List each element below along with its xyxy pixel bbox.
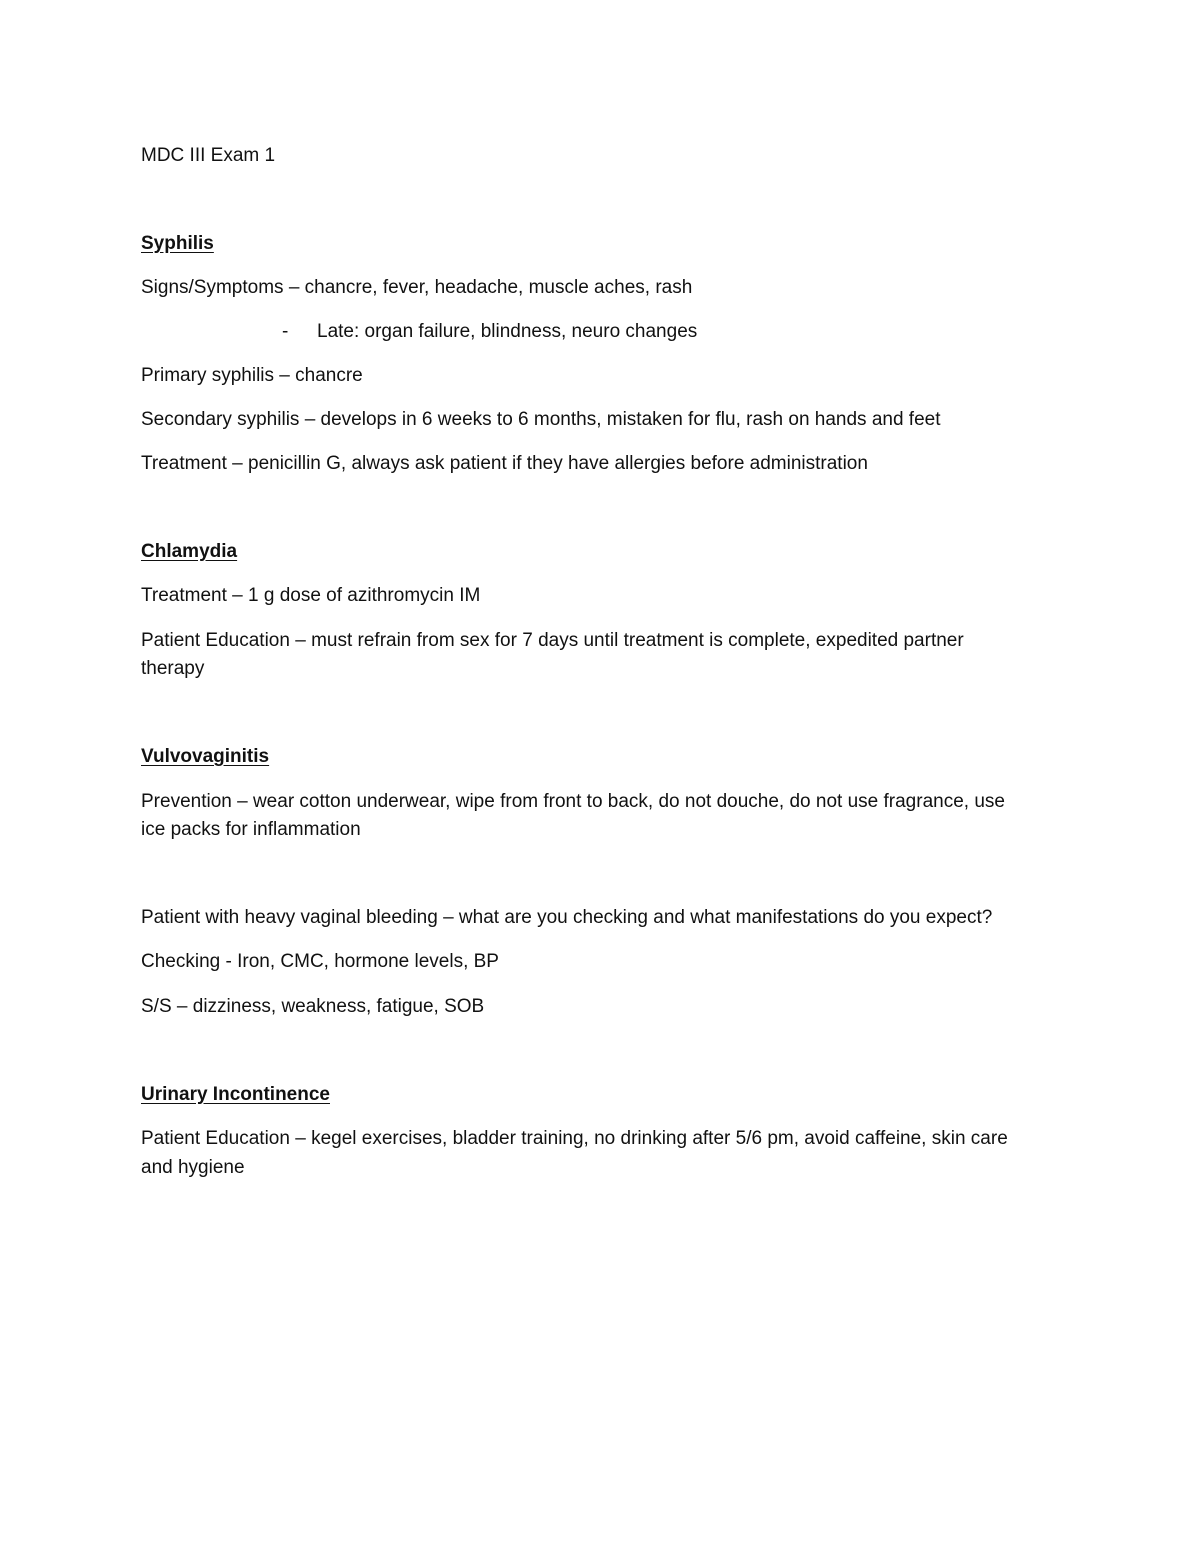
- incontinence-education-line1: Patient Education – kegel exercises, bladder training, no drinking after 5/6 pm, avoid caffeine, skin care: [141, 1128, 1008, 1149]
- bleeding-symptoms: S/S – dizziness, weakness, fatigue, SOB: [141, 996, 485, 1017]
- document-title: MDC III Exam 1: [141, 145, 276, 166]
- chlamydia-treatment: Treatment – 1 g dose of azithromycin IM: [141, 585, 481, 606]
- vulvovaginitis-heading: Vulvovaginitis: [141, 746, 270, 767]
- incontinence-education-line2: and hygiene: [141, 1157, 245, 1178]
- syphilis-primary: Primary syphilis – chancre: [141, 365, 363, 386]
- syphilis-signs: Signs/Symptoms – chancre, fever, headache, muscle aches, rash: [141, 277, 693, 298]
- bleeding-question: Patient with heavy vaginal bleeding – what are you checking and what manifestations do you expect?: [141, 907, 993, 928]
- vulvovaginitis-prevention-line2: ice packs for inflammation: [141, 819, 361, 840]
- late-bullet-dash: -: [282, 321, 289, 342]
- chlamydia-education-line2: therapy: [141, 658, 205, 679]
- syphilis-treatment: Treatment – penicillin G, always ask patient if they have allergies before administration: [141, 453, 868, 474]
- syphilis-heading: Syphilis: [141, 233, 214, 254]
- chlamydia-education-line1: Patient Education – must refrain from sex for 7 days until treatment is complete, expedited partner: [141, 630, 964, 651]
- chlamydia-heading: Chlamydia: [141, 541, 238, 562]
- incontinence-heading: Urinary Incontinence: [141, 1084, 330, 1105]
- syphilis-secondary: Secondary syphilis – develops in 6 weeks to 6 months, mistaken for flu, rash on hands and feet: [141, 409, 941, 430]
- syphilis-late: Late: organ failure, blindness, neuro changes: [317, 321, 698, 342]
- vulvovaginitis-prevention-line1: Prevention – wear cotton underwear, wipe from front to back, do not douche, do not use fragrance, use: [141, 791, 1005, 812]
- bleeding-checking: Checking - Iron, CMC, hormone levels, BP: [141, 951, 499, 972]
